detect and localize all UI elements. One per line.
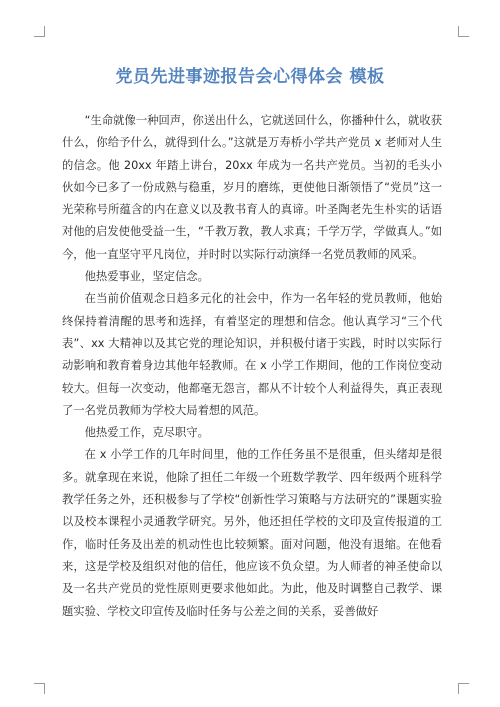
- page-corner-mark-bottom-right: [458, 683, 469, 694]
- paragraph-heading-work: 他热爱工作，克尽职守。: [84, 426, 209, 440]
- page-corner-mark-bottom-left: [34, 683, 45, 694]
- page-corner-mark-top-left: [34, 26, 45, 37]
- document-body: [62, 110, 442, 623]
- paragraph-heading-dedication: 他热爱事业，坚定信念。: [84, 270, 209, 284]
- paragraph-intro: “生命就像一种回声，你送出什么，它就送回什么，你播种什么，就收获什么，你给予什么，就得到什么。”这就是万寿桥小学共产党员 x 老师对人生的信念。他 20xx 年踏上讲台，20xx 年成为一名共产党员。当初的毛头小伙如今已多了一份成熟与稳重，岁月的磨练，更使他日渐领悟了“党员”这一光荣称号所蕴含的内在意义以及教书育人的真谛。叶圣陶老先生朴实的话语对他的启发使他受益一生，“千教万教，教人求真；千学万学，学做真人。”如今，他一直坚守平凡岗位，并时时以实际行动演绎一名党员教师的风采。: [62, 114, 442, 261]
- paragraph-dedication: 在当前价值观念日趋多元化的社会中，作为一名年轻的党员教师，他始终保持着清醒的思考和选择，有着坚定的理想和信念。他认真学习“三个代表”、xx 大精神以及其它党的理论知识，并积极付诸于实践，时时以实际行动影响和教育着身边其他年轻教师。在 x 小学工作期间，他的工作岗位变动较大。但每一次变动，他都毫无怨言，都从不计较个人利益得失，真正表现了一名党员教师为学校大局着想的风范。: [62, 292, 442, 417]
- page-corner-mark-top-right: [458, 26, 469, 37]
- paragraph-work: 在 x 小学工作的几年时间里，他的工作任务虽不是很重，但头绪却是很多。就拿现在来说，他除了担任二年级一个班数学教学、四年级两个班科学教学任务之外，还积极参与了学校“创新性学习策略与方法研究的”课题实验以及校本课程小灵通教学研究。另外，他还担任学校的文印及宣传报道的工作，临时任务及出差的机动性也比较频繁。面对问题，他没有退缩。在他看来，这是学校及组织对他的信任，他应该不负众望。为人师者的神圣使命以及一名共产党员的党性原则更要求他如此。为此，他及时调整自己教学、课题实验、学校文印宣传及临时任务与公差之间的关系，妥善做好: [62, 448, 442, 618]
- document-title: 党员先进事迹报告会心得体会 模板: [115, 67, 385, 87]
